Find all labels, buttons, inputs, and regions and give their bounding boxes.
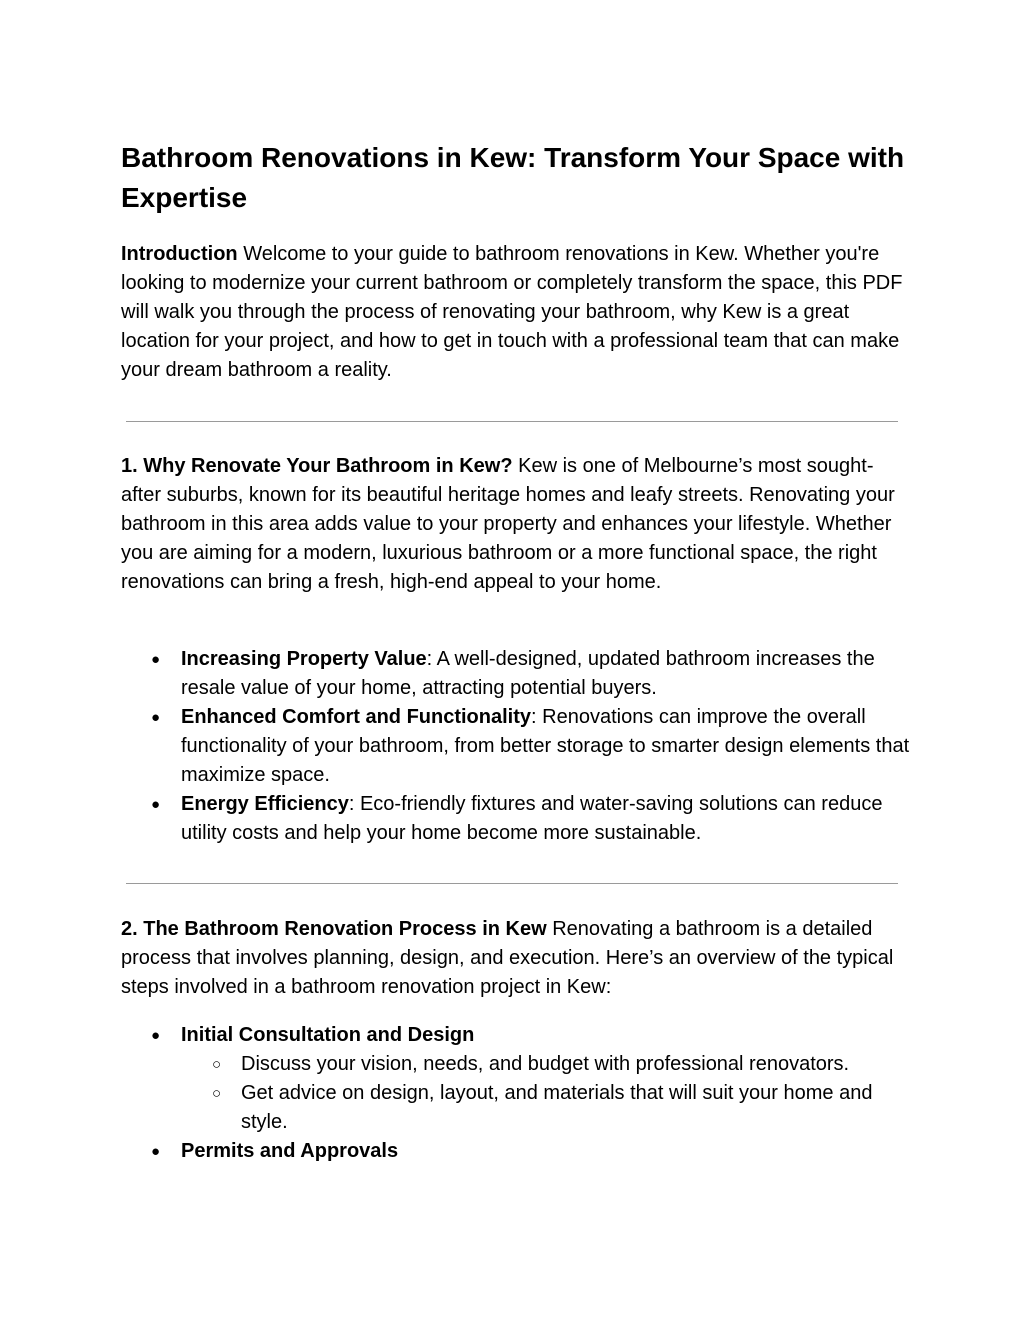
section1-heading: 1. Why Renovate Your Bathroom in Kew? (121, 455, 513, 477)
section2-paragraph (121, 915, 911, 1002)
list-item-text: : Eco-friendly fixtures and water-saving solutions can reduce utility costs and help your home become more sustainable. (181, 793, 883, 844)
section1-bullet-list (121, 645, 911, 848)
list-item (121, 1021, 911, 1137)
section2-step-list (121, 1021, 911, 1166)
list-item-title: Enhanced Comfort and Functionality (181, 706, 532, 728)
list-item-text: : A well-designed, updated bathroom increases the resale value of your home, attracting potential buyers. (181, 648, 875, 699)
list-item (121, 1137, 911, 1166)
list-item-text: : Renovations can improve the overall functionality of your bathroom, from better storage to smarter design elements that maximize space. (181, 706, 910, 786)
intro-label: Introduction (121, 243, 238, 265)
list-item (121, 790, 911, 848)
section1-text: Kew is one of Melbourne’s most sought-after suburbs, known for its beautiful heritage homes and leafy streets. Renovating your bathroom in this area adds value to your property and enhances your lifestyle. Whether you are aiming for a modern, luxurious bathroom or a more functional space, the right renovations can bring a fresh, high-end appeal to your home. (121, 455, 895, 593)
bullet-icon: ● (151, 1027, 161, 1044)
step-title: Initial Consultation and Design (181, 1024, 475, 1046)
step-sublist (181, 1050, 911, 1137)
section1-paragraph (121, 452, 911, 597)
section2-heading: 2. The Bathroom Renovation Process in Kew (121, 918, 547, 940)
horizontal-divider (126, 421, 898, 422)
list-item-title: Increasing Property Value (181, 648, 427, 670)
intro-text: Welcome to your guide to bathroom renovations in Kew. Whether you're looking to modernize your current bathroom or completely transform the space, this PDF will walk you through the process of renovating your bathroom, why Kew is a great location for your project, and how to get in touch with a professional team that can make your dream bathroom a reality. (121, 243, 903, 381)
hollow-bullet-icon: ○ (212, 1056, 222, 1073)
hollow-bullet-icon: ○ (212, 1085, 222, 1102)
bullet-icon: ● (151, 796, 161, 813)
step-title: Permits and Approvals (181, 1140, 399, 1162)
sublist-item (181, 1079, 911, 1137)
bullet-icon: ● (151, 709, 161, 726)
list-item (121, 645, 911, 703)
bullet-icon: ● (151, 651, 161, 668)
page-title: Bathroom Renovations in Kew: Transform Your Space with Expertise (121, 142, 905, 213)
sublist-item-text: Get advice on design, layout, and materials that will suit your home and style. (241, 1082, 873, 1133)
sublist-item (181, 1050, 911, 1079)
section2-text: Renovating a bathroom is a detailed process that involves planning, design, and execution. Here’s an overview of the typical steps involved in a bathroom renovation project in Kew: (121, 918, 894, 998)
list-item (121, 703, 911, 790)
bullet-icon: ● (151, 1143, 161, 1160)
list-item-title: Energy Efficiency (181, 793, 349, 815)
sublist-item-text: Discuss your vision, needs, and budget with professional renovators. (241, 1053, 850, 1075)
intro-paragraph (121, 240, 911, 385)
horizontal-divider (126, 883, 898, 884)
